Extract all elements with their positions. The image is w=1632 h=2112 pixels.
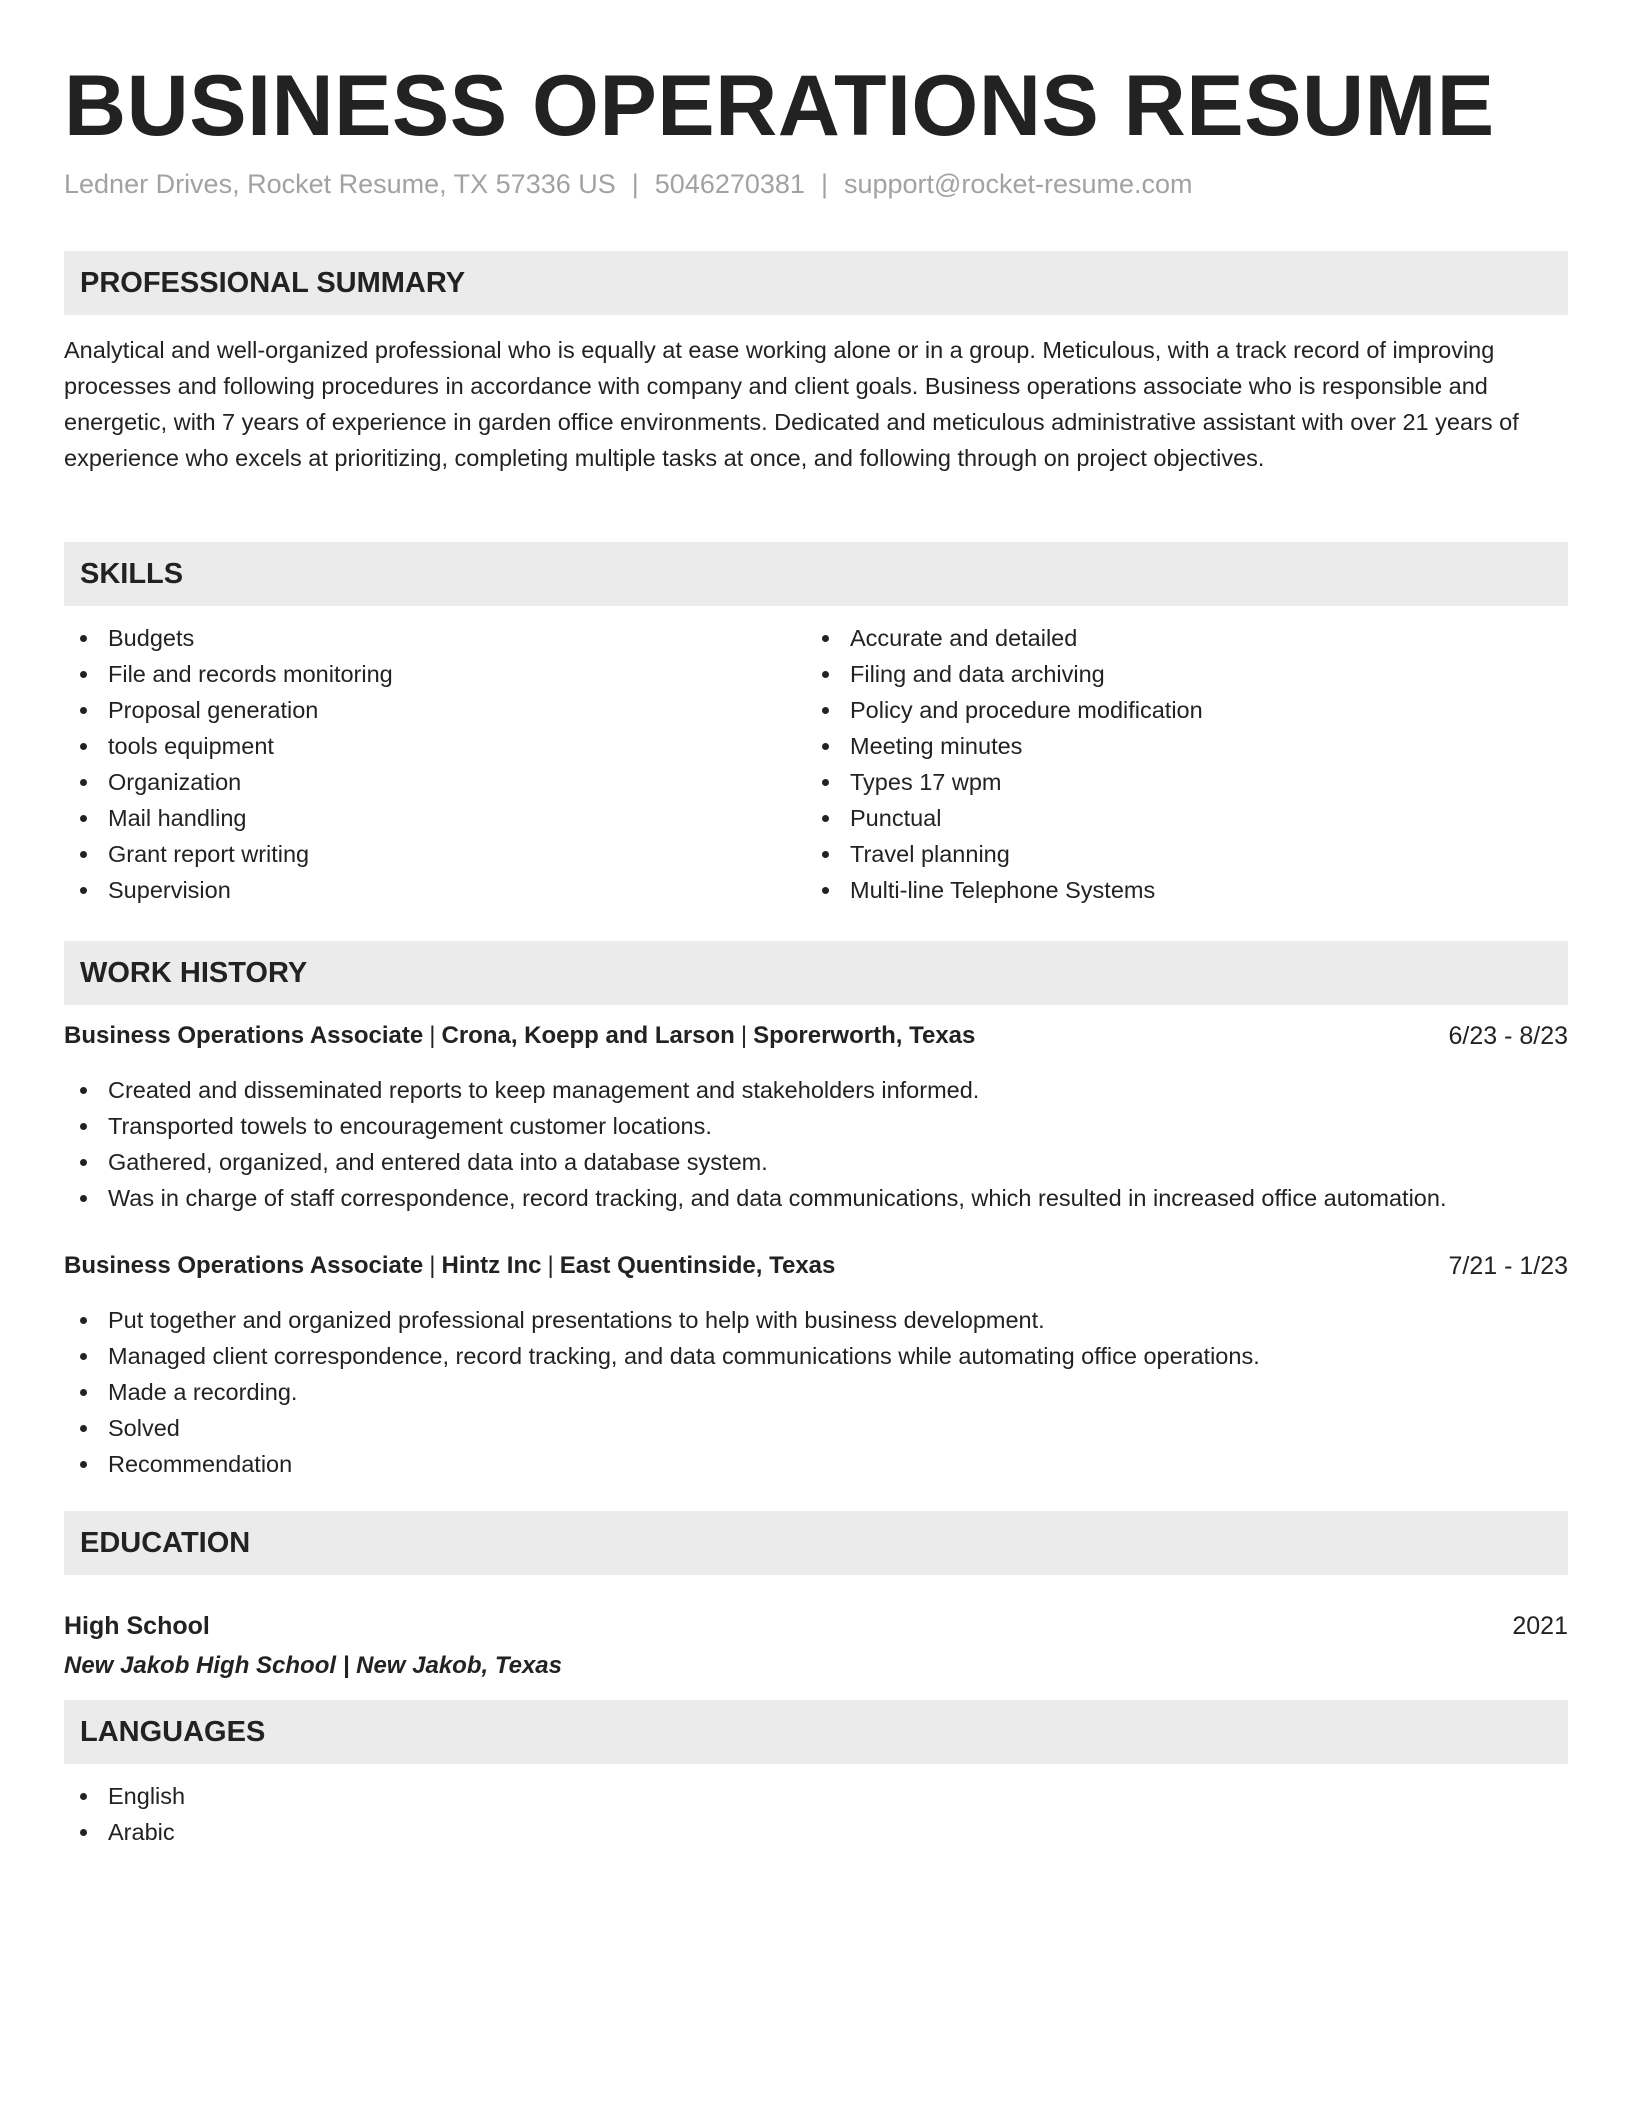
education-degree: High School xyxy=(64,1612,210,1640)
job-bullets xyxy=(64,1072,1446,1216)
education-year: 2021 xyxy=(1512,1612,1568,1640)
skill-item: Organization xyxy=(64,764,393,800)
job-heading xyxy=(64,1248,835,1284)
job-heading xyxy=(64,1018,975,1054)
education-school-line xyxy=(64,1648,562,1684)
skill-item: Punctual xyxy=(806,800,1203,836)
job-bullet: Recommendation xyxy=(64,1446,1260,1482)
skill-item: Proposal generation xyxy=(64,692,393,728)
job-separator: | xyxy=(740,1022,748,1049)
skill-item: Mail handling xyxy=(64,800,393,836)
job-bullet: Created and disseminated reports to keep management and stakeholders informed. xyxy=(64,1072,1446,1108)
contact-address: Ledner Drives, Rocket Resume, TX 57336 US xyxy=(64,169,616,199)
summary-text: Analytical and well-organized professional who is equally at ease working alone or in a group. Meticulous, with a track record of improving processes and following procedures in accordance with company and client goals. Business operations associate who is responsible and energetic, with 7 years of experience in garden office environments. Dedicated and meticulous administrative assistant with over 21 years of experience who excels at prioritizing, completing multiple tasks at once, and following through on project objectives. xyxy=(64,337,1519,471)
job-bullets xyxy=(64,1302,1260,1482)
job-separator: | xyxy=(547,1252,554,1279)
section-heading-languages: LANGUAGES xyxy=(64,1700,1568,1764)
education-separator: | xyxy=(342,1652,350,1679)
resume-title: BUSINESS OPERATIONS RESUME xyxy=(64,58,1495,154)
languages-list xyxy=(64,1778,185,1850)
contact-email: support@rocket-resume.com xyxy=(843,169,1193,199)
job-company: Crona, Koepp and Larson xyxy=(441,1022,735,1049)
job-company: Hintz Inc xyxy=(441,1252,542,1279)
language-item: English xyxy=(64,1778,185,1814)
section-heading-work-history: WORK HISTORY xyxy=(64,941,1568,1005)
skill-item: Accurate and detailed xyxy=(806,620,1203,656)
job-separator: | xyxy=(429,1022,436,1049)
job-bullet: Gathered, organized, and entered data into a database system. xyxy=(64,1144,1446,1180)
contact-phone: 5046270381 xyxy=(654,169,805,199)
section-heading-education: EDUCATION xyxy=(64,1511,1568,1575)
education-school: New Jakob High School xyxy=(64,1652,337,1679)
job-location: Sporerworth, Texas xyxy=(753,1022,976,1049)
skill-item: tools equipment xyxy=(64,728,393,764)
skills-list-right xyxy=(806,620,1203,908)
contact-separator: | xyxy=(820,169,828,199)
skill-item: Types 17 wpm xyxy=(806,764,1203,800)
skill-item: Policy and procedure modification xyxy=(806,692,1203,728)
job-dates: 6/23 - 8/23 xyxy=(1448,1022,1568,1050)
education-location: New Jakob, Texas xyxy=(356,1652,562,1679)
language-item: Arabic xyxy=(64,1814,185,1850)
job-title: Business Operations Associate xyxy=(64,1252,424,1279)
job-separator: | xyxy=(429,1252,436,1279)
job-bullet: Put together and organized professional presentations to help with business development. xyxy=(64,1302,1260,1338)
job-location: East Quentinside, Texas xyxy=(559,1252,836,1279)
skill-item: Meeting minutes xyxy=(806,728,1203,764)
job-title: Business Operations Associate xyxy=(64,1022,424,1049)
job-bullet: Managed client correspondence, record tracking, and data communications while automating office operations. xyxy=(64,1338,1260,1374)
job-dates: 7/21 - 1/23 xyxy=(1448,1252,1568,1280)
job-bullet: Solved xyxy=(64,1410,1260,1446)
section-heading-summary: PROFESSIONAL SUMMARY xyxy=(64,251,1568,315)
skill-item: Multi-line Telephone Systems xyxy=(806,872,1203,908)
skill-item: Grant report writing xyxy=(64,836,393,872)
contact-separator: | xyxy=(631,169,639,199)
skill-item: Supervision xyxy=(64,872,393,908)
section-heading-skills: SKILLS xyxy=(64,542,1568,606)
skills-list-left xyxy=(64,620,393,908)
contact-line xyxy=(64,164,1193,204)
job-bullet: Transported towels to encouragement customer locations. xyxy=(64,1108,1446,1144)
skill-item: Travel planning xyxy=(806,836,1203,872)
job-bullet: Made a recording. xyxy=(64,1374,1260,1410)
skill-item: File and records monitoring xyxy=(64,656,393,692)
job-bullet: Was in charge of staff correspondence, record tracking, and data communications, which resulted in increased office automation. xyxy=(64,1180,1446,1216)
skill-item: Budgets xyxy=(64,620,393,656)
skill-item: Filing and data archiving xyxy=(806,656,1203,692)
